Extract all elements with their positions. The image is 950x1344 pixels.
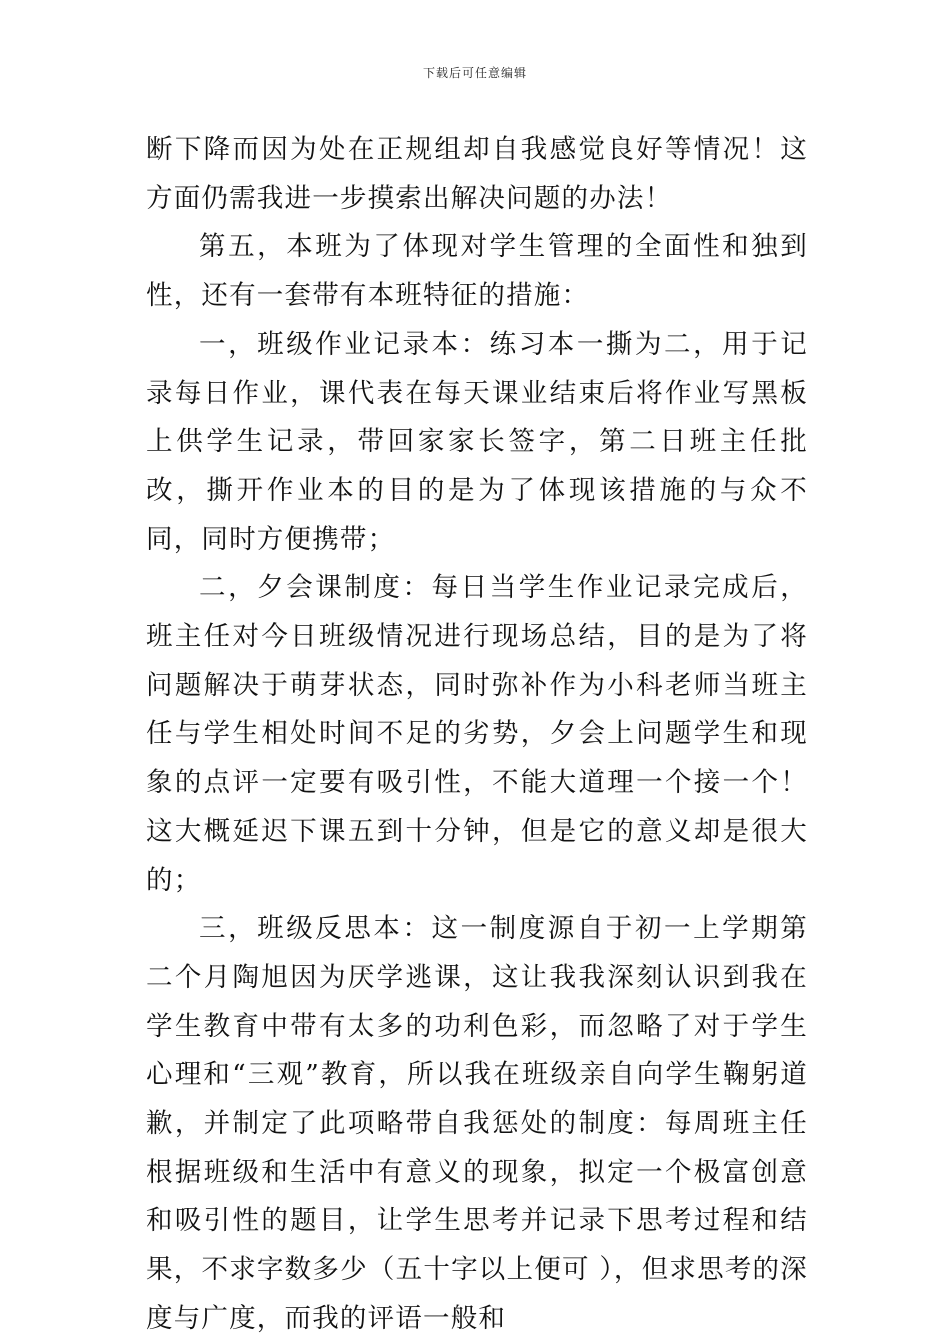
document-body [146, 126, 808, 1344]
paragraph-4: 二，夕会课制度：每日当学生作业记录完成后，班主任对今日班级情况进行现场总结，目的是为了将问题解决于萌芽状态，同时弥补作为小科老师当班主任与学生相处时间不足的劣势，夕会上问题学生和现象的点评一定要有吸引性，不能大道理一个接一个！这大概延迟下课五到十分钟，但是它的意义却是很大的； [146, 572, 808, 896]
paragraph-1: 断下降而因为处在正规组却自我感觉良好等情况！这方面仍需我进一步摸索出解决问题的办法！ [146, 134, 808, 214]
paragraph-5: 三，班级反思本：这一制度源自于初一上学期第二个月陶旭因为厌学逃课，这让我我深刻认识到我在学生教育中带有太多的功利色彩，而忽略了对于学生心理和“三观”教育，所以我在班级亲自向学生鞠躬道歉，并制定了此项略带自我惩处的制度：每周班主任根据班级和生活中有意义的现象，拟定一个极富创意和吸引性的题目，让学生思考并记录下思考过程和结果，不求字数多少（五十字以上便可 ），但求思考的深度与广度，而我的评语一般和 [146, 913, 808, 1334]
paragraph-3: 一，班级作业记录本：练习本一撕为二，用于记录每日作业，课代表在每天课业结束后将作业写黑板上供学生记录，带回家家长签字，第二日班主任批改，撕开作业本的目的是为了体现该措施的与众不同，同时方便携带； [146, 328, 808, 555]
paragraph-2: 第五，本班为了体现对学生管理的全面性和独到性，还有一套带有本班特征的措施： [146, 231, 808, 312]
page-header: 下载后可任意编辑 [422, 66, 527, 80]
